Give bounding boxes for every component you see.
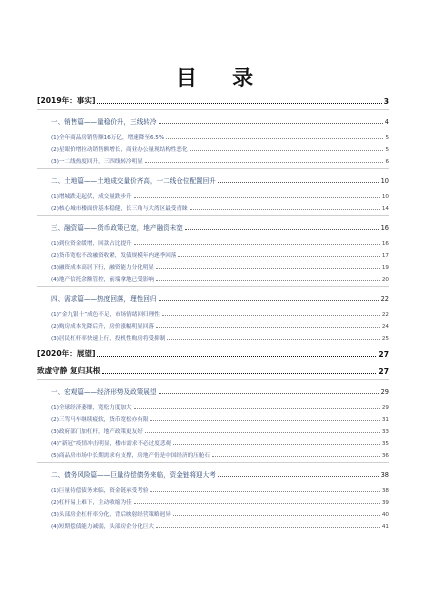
toc-entry-title: (1)增城跌走起伏，成交量跌步升 — [51, 194, 132, 200]
toc-page-number: 31 — [381, 417, 389, 423]
toc-entry-title: 二、债务风险篇——巨量待偿债务来临，资金链将迎大考 — [51, 471, 216, 479]
toc-dot-leader — [173, 515, 380, 516]
toc-entry-title: 致虚守静 复归其根 — [37, 366, 101, 375]
toc-entry-title: (1)全球经济萎靡，宽松力度加大 — [51, 405, 132, 411]
toc-dot-leader — [162, 315, 380, 316]
toc-chapter-entry[interactable] — [37, 291, 389, 303]
toc-page-number: 24 — [381, 324, 389, 330]
toc-page-number: 22 — [381, 312, 389, 318]
toc-section-entry[interactable] — [37, 129, 389, 141]
toc-entry-title: (2)购房成本先降后升，房价涨幅明显回落 — [51, 324, 155, 330]
toc-entry-title: (5)商品房市场中长期需求有支撑，房地产仍是中国经济的压舱石 — [51, 453, 210, 459]
toc-page-number: 35 — [381, 441, 389, 447]
page-title: 目 录 — [175, 66, 268, 90]
toc-dot-leader — [167, 339, 380, 340]
toc-dot-leader — [190, 150, 384, 151]
toc-dot-leader — [166, 138, 383, 139]
toc-dot-leader — [156, 268, 380, 269]
toc-section-entry[interactable] — [37, 330, 389, 342]
toc-dot-leader — [159, 300, 379, 301]
toc-entry-title: [2019年：事实] — [37, 96, 96, 105]
toc-dot-leader — [134, 244, 380, 245]
toc-section-entry[interactable] — [37, 435, 389, 447]
toc-chapter-entry[interactable] — [37, 467, 389, 479]
toc-entry-title: (4)地产信托余额管控，前端拿地已受影响 — [51, 277, 155, 283]
toc-section-entry[interactable] — [37, 411, 389, 423]
toc-dot-leader — [156, 527, 380, 528]
toc-dot-leader — [102, 373, 376, 374]
toc-page-number: 25 — [381, 336, 389, 342]
toc-page-number: 22 — [380, 295, 389, 303]
toc-page-number: 14 — [381, 206, 389, 212]
toc-section-entry[interactable] — [37, 447, 389, 459]
toc-page-number: 38 — [381, 488, 389, 494]
toc-entry-title: 二、土地篇——土地成交量价齐高，一二线仓位配置回升 — [51, 177, 216, 185]
toc-part-entry[interactable] — [37, 347, 389, 359]
toc-entry-title: (1)到位资金缓增，回款占比提升 — [51, 241, 132, 247]
toc-page-number: 27 — [378, 367, 389, 376]
toc-page-number: 39 — [381, 500, 389, 506]
toc-page-number: 40 — [381, 512, 389, 518]
toc-page-number: 38 — [380, 471, 389, 479]
toc-section-entry[interactable] — [37, 423, 389, 435]
toc-section-entry[interactable] — [37, 200, 389, 212]
toc-entry-title: (3)融资成本高居下行，融资能力分化明显 — [51, 265, 155, 271]
toc-section-entry[interactable] — [37, 482, 389, 494]
toc-section-entry[interactable] — [37, 247, 389, 259]
toc-dot-leader — [178, 256, 379, 257]
toc-section-entry[interactable] — [37, 518, 389, 530]
toc-section-entry[interactable] — [37, 306, 389, 318]
toc-entry-title: (2)杠杆易上难下，主动收缩为佳 — [51, 500, 132, 506]
toc-page-number: 29 — [380, 388, 389, 396]
toc-dot-leader — [134, 408, 380, 409]
toc-entry-title: 一、销售篇——量稳价升，三线转冷 — [51, 118, 157, 126]
toc-page-number: 29 — [381, 405, 389, 411]
toc-page-number: 33 — [381, 429, 389, 435]
toc-page-number: 5 — [385, 147, 389, 153]
toc-chapter-entry[interactable] — [37, 220, 389, 232]
toc-section-entry[interactable] — [37, 153, 389, 165]
toc-dot-leader — [218, 476, 379, 477]
toc-dot-leader — [159, 123, 383, 124]
toc-page-number: 41 — [381, 524, 389, 530]
toc-page-number: 4 — [384, 118, 389, 126]
toc-dot-leader — [97, 356, 376, 357]
toc-dot-leader — [150, 491, 379, 492]
toc-entry-title: (1)全年商品房销售额16万亿，增速降至6.5% — [51, 135, 165, 141]
toc-part-entry[interactable] — [37, 364, 389, 376]
toc-entry-title: (3)头部房企杠杆率分化，背后映射经营策略迥异 — [51, 512, 171, 518]
toc-dot-leader — [156, 280, 380, 281]
toc-dot-leader — [145, 432, 380, 433]
toc-chapter-entry[interactable] — [37, 173, 389, 185]
toc-section-entry[interactable] — [37, 271, 389, 283]
toc-dot-leader — [212, 456, 380, 457]
toc-entry-title: 一、宏观篇——经济形势及政策展望 — [51, 388, 157, 396]
toc-page-number: 5 — [385, 135, 389, 141]
toc-section-entry[interactable] — [37, 259, 389, 271]
toc-entry-title: (2)核心城市楼面价基本稳健，长三角与大湾区最受青睐 — [51, 206, 188, 212]
toc-entry-title: (3)居民杠杆率快速上行，投机性购房将受抑制 — [51, 336, 166, 342]
toc-section-entry[interactable] — [37, 188, 389, 200]
toc-page-number: 36 — [381, 453, 389, 459]
table-of-contents — [37, 94, 389, 530]
toc-page-number: 16 — [381, 241, 389, 247]
toc-part-entry[interactable] — [37, 94, 389, 106]
toc-dot-leader — [159, 393, 379, 394]
toc-page-number: 10 — [381, 194, 389, 200]
toc-page-number: 16 — [380, 224, 389, 232]
toc-section-entry[interactable] — [37, 141, 389, 153]
toc-entry-title: (2)三驾马车继续疲软，货币宽松亦有限 — [51, 417, 149, 423]
toc-page-number: 19 — [381, 265, 389, 271]
toc-page-number: 20 — [381, 277, 389, 283]
toc-page-number: 17 — [381, 253, 389, 259]
toc-dot-leader — [185, 229, 379, 230]
toc-entry-title: (1)巨量待偿债务来临，资金链承受考验 — [51, 488, 149, 494]
toc-entry-title: (4)短期偿债能力减弱，头部房企分化巨大 — [51, 524, 155, 530]
toc-dot-leader — [97, 103, 381, 104]
toc-entry-title: (1)“金九银十”成色不足，市场情绪回归理性 — [51, 312, 160, 318]
toc-page-number: 27 — [378, 350, 389, 359]
toc-entry-title: (3)政府部门加杠杆，地产政策更友好 — [51, 429, 143, 435]
toc-dot-leader — [190, 209, 380, 210]
toc-page-number: 3 — [383, 97, 389, 106]
toc-section-entry[interactable] — [37, 506, 389, 518]
toc-dot-leader — [150, 420, 379, 421]
toc-entry-title: (3)一二线热度回升，三四线转冷明显 — [51, 159, 143, 165]
toc-section-entry[interactable] — [37, 399, 389, 411]
toc-entry-title: 四、需求篇——热度回落，理性回归 — [51, 295, 157, 303]
toc-section-entry[interactable] — [37, 235, 389, 247]
toc-dot-leader — [173, 444, 380, 445]
toc-entry-title: (2)星眼价增拉动销售额增长，商业办公量现结构性恶化 — [51, 147, 188, 153]
toc-dot-leader — [145, 162, 384, 163]
toc-section-entry[interactable] — [37, 318, 389, 330]
toc-entry-title: (4)“新冠”疫情冲击明显，楼市需求不必过度悲观 — [51, 441, 172, 447]
toc-dot-leader — [156, 327, 380, 328]
toc-page-number: 10 — [380, 177, 389, 185]
toc-chapter-entry[interactable] — [37, 114, 389, 126]
toc-section-entry[interactable] — [37, 494, 389, 506]
toc-dot-leader — [134, 503, 380, 504]
toc-chapter-entry[interactable] — [37, 384, 389, 396]
toc-dot-leader — [134, 197, 380, 198]
toc-dot-leader — [218, 182, 379, 183]
toc-entry-title: 三、融资篇——货币政策已宽，地产融资未宽 — [51, 224, 183, 232]
toc-page-number: 6 — [385, 159, 389, 165]
toc-entry-title: [2020年：展望] — [37, 349, 96, 358]
toc-entry-title: (2)货币宽松不改融资收紧，发债规模年内逐季回落 — [51, 253, 177, 259]
